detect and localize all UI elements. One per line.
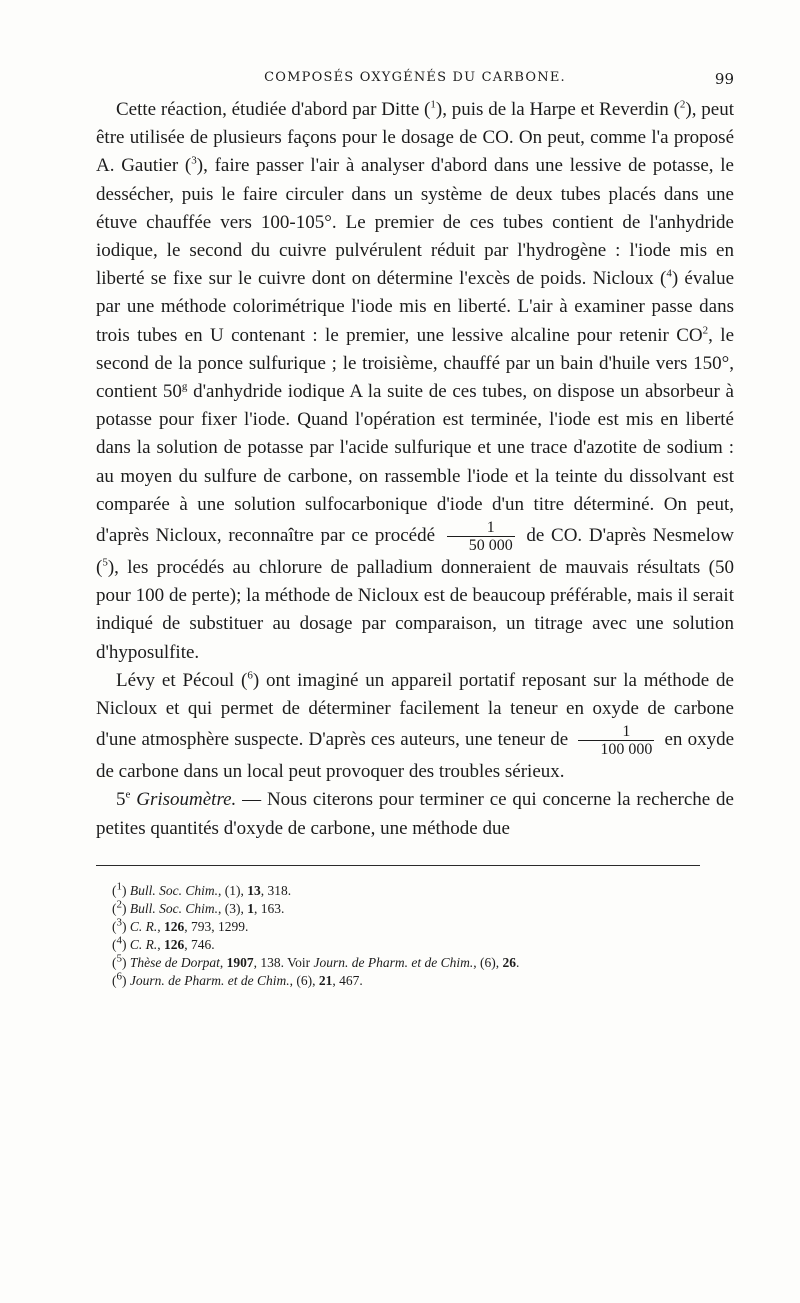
footnote-item: ($^5$) Thèse de Dorpat, 1907, 138. Voir Journ. de Pharm. et de Chim., (6), 26. [112,952,520,970]
paragraph-grisoumetre: 5e Grisoumètre. — Nous citerons pour terminer ce qui concerne la recherche de petites quantités d'oxyde de carbone, une méthode due [96,789,734,839]
footnote-ref[interactable]: 3 [191,155,197,168]
page-number: 99 [714,70,734,88]
footnote-mark: 5 [116,952,122,965]
footnote-mark: 1 [116,880,122,893]
body-text [96,96,734,843]
footnote-mark: 2 [116,898,122,911]
footnote-item: ($^2$) Bull. Soc. Chim., (3), 1, 163. [112,898,285,916]
footnote-ref[interactable]: 4 [666,267,672,280]
footnote-ref[interactable]: 6 [247,669,253,682]
paragraph-levy-pecoul: Lévy et Pécoul ($^6$) ont imaginé un appareil portatif reposant sur la méthode de Nicloux et qui permet de déterminer facilement la teneur en oxyde de carbone d'une atmosphère suspecte. D'après ces auteurs, une teneur de $\frac{1}{100 000}$ en oxyde de carbone dans un local peut provoquer des troubles sérieux. [96,669,735,783]
running-title: COMPOSÉS OXYGÉNÉS DU CARBONE. [264,70,566,85]
section-title: Grisoumètre. [136,789,237,811]
footnote-item: ($^3$) C. R., 126, 793, 1299. [112,916,249,934]
footnote-separator [96,865,700,866]
gram-superscript: g [181,380,188,393]
footnote-item: ($^6$) Journ. de Pharm. et de Chim., (6), 21, 467. [112,970,363,988]
footnotes [96,882,734,990]
footnote-mark: 6 [116,970,122,983]
co2-superscript: 2 [702,324,709,337]
footnote-item: ($^1$) Bull. Soc. Chim., (1), 13, 318. [112,880,292,898]
fraction-one-hundred-thousand: $\frac{1}{100 000}$ [578,723,654,758]
footnote-item: ($^4$) C. R., 126, 746. [112,934,215,952]
footnote-ref[interactable]: 2 [679,98,686,111]
footnote-mark: 4 [116,934,122,947]
footnote-ref[interactable]: 5 [102,556,108,569]
footnote-mark: 3 [116,916,122,929]
paragraph-dosage: Cette réaction, étudiée d'abord par Ditte ($^1$), puis de la Harpe et Reverdin ($^2$), peut être utilisée de plusieurs façons pour le dosage de CO. On peut, comme l'a proposé A. Gautier ($^3$), faire passer l'air à analyser d'abord dans une lessive de potasse, le dessécher, puis le faire circuler dans un système de deux tubes placés dans une étuve chauffée vers 100-105°. Le premier de ces tubes contient de l'anhydride iodique, le second du cuivre pulvérulent réduit par l'hydrogène : l'iode mis en liberté se fixe sur le cuivre dont on détermine l'excès de poids. Nicloux ($^4$) évalue par une méthode colorimétrique l'iode mis en liberté. L'air à examiner passe dans trois tubes en U contenant : le premier, une lessive alcaline pour retenir $CO^2$, le second de la ponce sulfurique ; le troisième, chauffé par un bain d'huile vers 150°, contient 50$^g$ d'anhydride iodique A la suite de ces tubes, on dispose un absorbeur à potasse pour fixer l'iode. Quand l'opération est terminée, l'iode est mis en liberté dans la solution de potasse par l'acide sulfurique et une trace d'azotite de sodium : au moyen du sulfure de carbone, on rassemble l'iode et la teinte du dissolvant est comparée à une solution sulfocarbonique d'iode d'un titre déterminé. On peut, d'après Nicloux, reconnaître par ce procédé $\frac{1}{50 000}$ de CO. D'après Nesmelow ($^5$), les procédés au chlorure de palladium donneraient de mauvais résultats (50 pour 100 de perte); la méthode de Nicloux est de beaucoup préférable, mais il serait indiqué de substituer au dosage par comparaison, un titrage avec une solution d'hyposulfite. [96,98,735,663]
fraction-one-fifty-thousand: $\frac{1}{50 000}$ [447,519,515,554]
footnote-ref[interactable]: 1 [430,98,436,111]
running-head [96,70,734,96]
